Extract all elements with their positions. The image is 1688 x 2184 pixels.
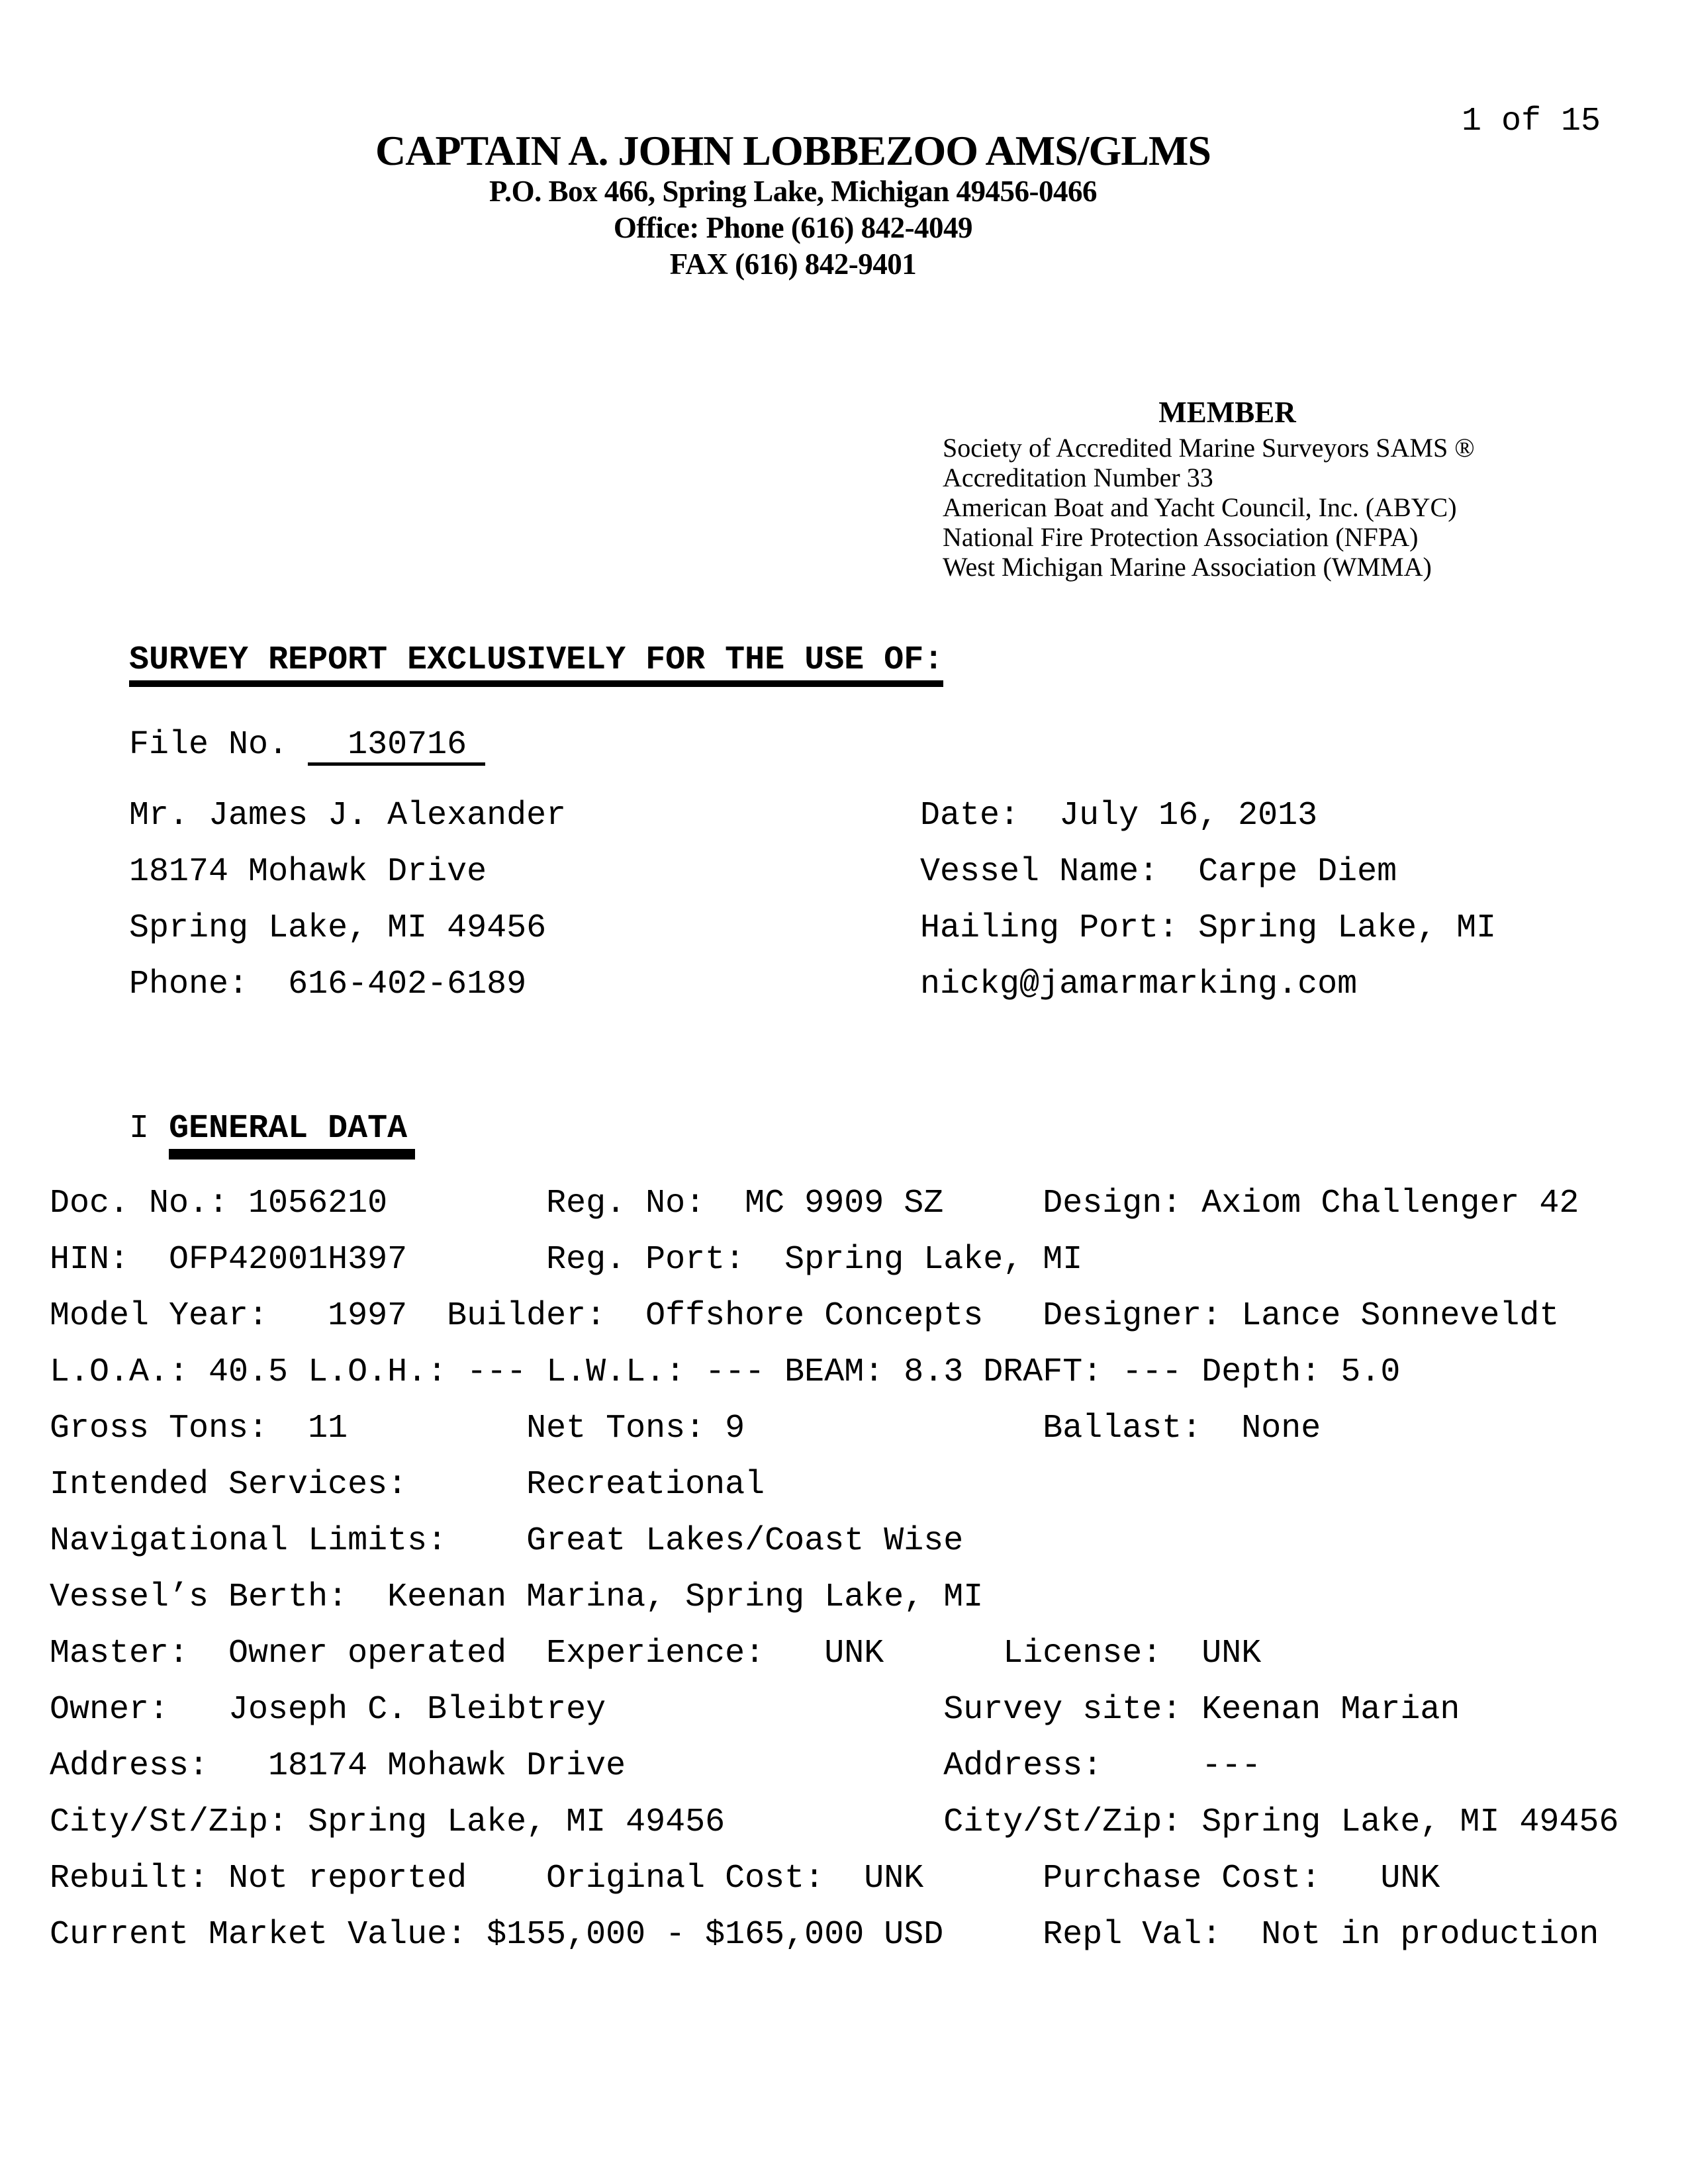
membership-item-nfpa: National Fire Protection Association (NFPA) xyxy=(943,522,1419,552)
client-row xyxy=(50,933,1357,1036)
surveyor-name: CAPTAIN A. JOHN LOBBEZOO AMS/GLMS xyxy=(375,127,1211,174)
doc-reg-design-line: Doc. No.: 1056210 Reg. No: MC 9909 SZ Design: Axiom Challenger 42 xyxy=(50,1185,1579,1222)
tonnage-ballast-line: Gross Tons: 11 Net Tons: 9 Ballast: None xyxy=(50,1410,1321,1447)
membership-item-wmma: West Michigan Marine Association (WMMA) xyxy=(943,552,1432,582)
client-phone: Phone: 616-402-6189 xyxy=(129,966,527,1003)
membership-item-sams: Society of Accredited Marine Surveyors SAMS ® xyxy=(943,433,1475,463)
client-city-state-zip: Spring Lake, MI 49456 xyxy=(129,909,547,947)
surveyor-fax: FAX (616) 842-9401 xyxy=(669,248,917,281)
client-name: Mr. James J. Alexander xyxy=(129,797,567,835)
vessel-name: Vessel Name: Carpe Diem xyxy=(920,853,1397,891)
hailing-port: Hailing Port: Spring Lake, MI xyxy=(920,909,1497,947)
client-street: 18174 Mohawk Drive xyxy=(129,853,487,891)
page-number: 1 of 15 xyxy=(1462,103,1601,140)
membership-block xyxy=(943,396,1512,582)
survey-date: Date: July 16, 2013 xyxy=(920,797,1318,835)
owner-survey-site-line: Owner: Joseph C. Bleibtrey Survey site: Keenan Marian xyxy=(50,1691,1460,1729)
general-data-section-heading xyxy=(50,1077,415,1194)
section-number: I xyxy=(129,1110,150,1148)
client-email: nickg@jamarmarking.com xyxy=(920,966,1358,1003)
survey-use-heading-text: SURVEY REPORT EXCLUSIVELY FOR THE USE OF: xyxy=(129,643,943,687)
market-value-line: Current Market Value: $155,000 - $165,000 USD Repl Val: Not in production xyxy=(50,1916,1599,1954)
city-state-zip-line: City/St/Zip: Spring Lake, MI 49456 City/St/Zip: Spring Lake, MI 49456 xyxy=(50,1803,1619,1841)
membership-item-accreditation: Accreditation Number 33 xyxy=(943,463,1213,492)
modelyear-builder-designer-line: Model Year: 1997 Builder: Offshore Concepts Designer: Lance Sonneveldt xyxy=(50,1297,1560,1335)
letterhead xyxy=(0,128,1586,283)
file-number-value: 130716 xyxy=(308,728,485,766)
vessels-berth-line: Vessel’s Berth: Keenan Marina, Spring Lake, MI xyxy=(50,1578,984,1616)
hin-reg-port-line: HIN: OFP42001H397 Reg. Port: Spring Lake, MI xyxy=(50,1241,1083,1279)
rebuilt-costs-line: Rebuilt: Not reported Original Cost: UNK Purchase Cost: UNK xyxy=(50,1860,1440,1897)
membership-item-abyc: American Boat and Yacht Council, Inc. (ABYC) xyxy=(943,492,1457,522)
intended-services-line: Intended Services: Recreational xyxy=(50,1466,765,1504)
file-number-label: File No. xyxy=(129,726,289,764)
owner-address-line: Address: 18174 Mohawk Drive Address: --- xyxy=(50,1747,1262,1785)
surveyor-address: P.O. Box 466, Spring Lake, Michigan 49456-0466 xyxy=(489,175,1097,208)
dimensions-line: L.O.A.: 40.5 L.O.H.: --- L.W.L.: --- BEAM: 8.3 DRAFT: --- Depth: 5.0 xyxy=(50,1353,1401,1391)
membership-title: MEMBER xyxy=(1158,396,1296,429)
master-experience-license-line: Master: Owner operated Experience: UNK License: UNK xyxy=(50,1635,1262,1672)
navigational-limits-line: Navigational Limits: Great Lakes/Coast Wise xyxy=(50,1522,964,1560)
section-title: GENERAL DATA xyxy=(169,1112,415,1160)
surveyor-office-phone: Office: Phone (616) 842-4049 xyxy=(613,211,973,244)
